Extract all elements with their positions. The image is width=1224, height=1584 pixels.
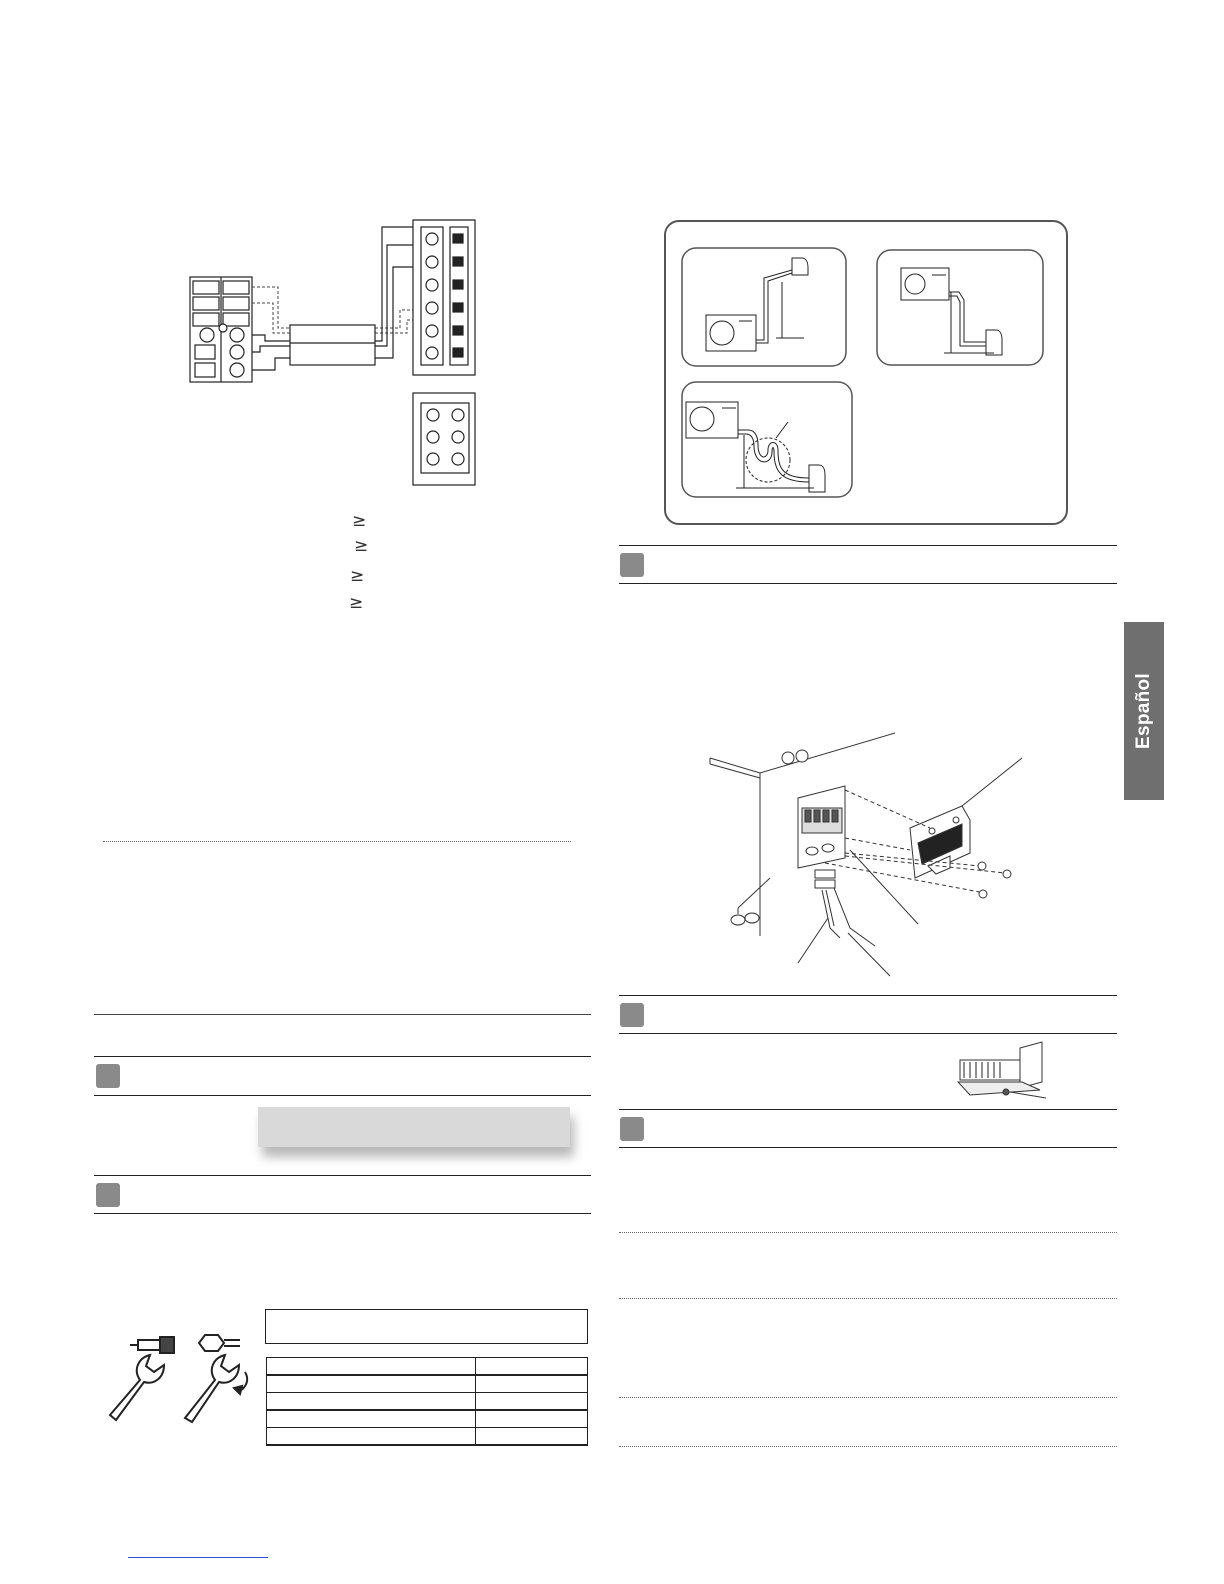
section-rule xyxy=(619,1109,1117,1110)
spec-header-box xyxy=(265,1309,588,1344)
torque-spec-table xyxy=(266,1357,588,1446)
section-marker-icon xyxy=(620,553,644,577)
terminal-cover-exploded-view xyxy=(700,728,1030,980)
note-highlight-box xyxy=(258,1107,570,1147)
section-rule xyxy=(619,545,1117,546)
footer-link-underline[interactable] xyxy=(128,1557,268,1558)
row-divider-dotted xyxy=(619,1397,1117,1398)
power-terminal-block xyxy=(413,393,475,485)
language-tab[interactable] xyxy=(1124,622,1164,800)
installation-case-1 xyxy=(682,248,846,366)
section-rule xyxy=(619,1147,1117,1148)
wrench-flare-nut-icons xyxy=(100,1330,260,1430)
ge-symbol-2: ≥ xyxy=(354,536,369,556)
section-rule xyxy=(94,1213,591,1214)
row-divider-dotted xyxy=(619,1232,1117,1233)
section-rule xyxy=(94,1014,591,1015)
section-marker-icon xyxy=(96,1064,120,1088)
indoor-terminal-block xyxy=(190,277,252,382)
ge-symbol-3: ≥ xyxy=(350,566,365,586)
outdoor-terminal-block xyxy=(413,220,475,375)
section-marker-icon xyxy=(96,1183,120,1207)
installation-height-figure xyxy=(664,220,1069,526)
section-divider-dotted xyxy=(103,841,571,842)
section-rule xyxy=(94,1056,591,1057)
section-rule xyxy=(94,1095,591,1096)
installation-case-3 xyxy=(682,382,852,497)
ge-symbol-4: ≥ xyxy=(349,593,364,613)
wiring-diagram xyxy=(185,215,485,490)
row-divider-dotted xyxy=(619,1298,1117,1299)
unit-base-drain-detail xyxy=(950,1040,1060,1105)
section-marker-icon xyxy=(620,1003,644,1027)
ge-symbol-1: ≥ xyxy=(352,511,367,531)
installation-case-2 xyxy=(877,250,1043,365)
section-rule xyxy=(619,583,1117,584)
section-rule xyxy=(94,1175,591,1176)
section-rule xyxy=(619,1033,1117,1034)
section-marker-icon xyxy=(620,1117,644,1141)
section-rule xyxy=(619,995,1117,996)
row-divider-dotted xyxy=(619,1446,1117,1447)
language-tab-label: Español xyxy=(1133,672,1154,750)
